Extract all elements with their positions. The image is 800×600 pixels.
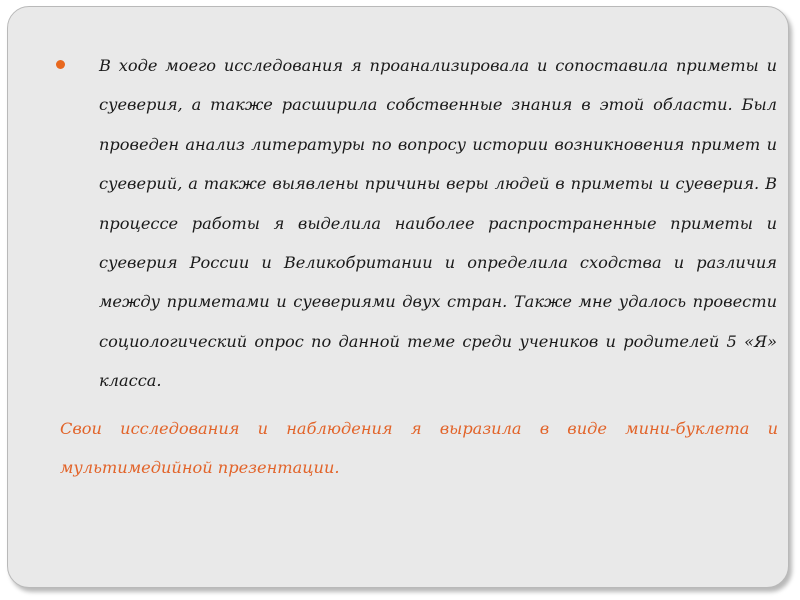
main-paragraph: В ходе моего исследования я проанализировала и сопоставила приметы и суеверия, а также расширила собственные знания в этой области. Был проведен анализ литературы по вопросу истории возникновения примет и суеверий, а также выявлены причины веры людей в приметы и суеверия. В процессе работы я выделила наиболее распространенные приметы и суеверия России и Великобритании и определила сходства и различия между приметами и суевериями двух стран. Также мне удалось провести социологический опрос по данной теме среди учеников и родителей 5 «Я» класса. bbox=[99, 56, 777, 391]
bullet-dot-icon bbox=[56, 60, 65, 69]
slide-content bbox=[8, 7, 788, 587]
closing-paragraph: Свои исследования и наблюдения я выразила в виде мини-буклета и мультимедийной презентации. bbox=[60, 419, 778, 478]
slide-frame bbox=[7, 6, 789, 588]
